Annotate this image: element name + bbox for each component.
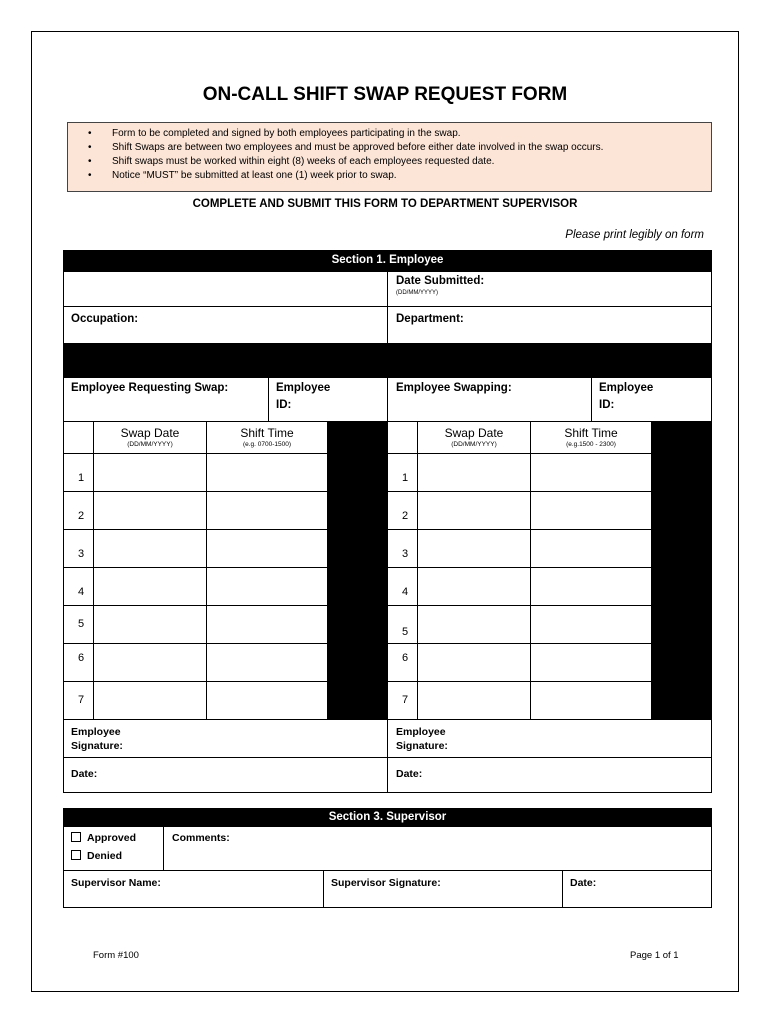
- employee-id-label: ID:: [599, 399, 615, 411]
- swap-date-input[interactable]: [93, 681, 207, 720]
- notice-item: • Shift swaps must be worked within eight (8) weeks of each employees requested date.: [108, 155, 711, 169]
- row-number: 6: [402, 652, 409, 664]
- shift-time-header: [530, 421, 652, 454]
- shift-time-input[interactable]: [206, 567, 328, 606]
- swapping-employee-label: Employee Swapping:: [396, 382, 512, 394]
- signature-label: Employee: [396, 726, 446, 738]
- shift-time-example: (e.g. 0700-1500): [242, 441, 292, 448]
- instructions-box: [67, 122, 712, 192]
- row-number-cell: [63, 605, 94, 644]
- occupation-label: Occupation:: [71, 313, 139, 325]
- section1-header-bar: [63, 250, 712, 271]
- swap-date-input[interactable]: [417, 643, 531, 682]
- shift-time-example: (e.g.1500 - 2300): [566, 441, 616, 448]
- department-label: Department:: [396, 313, 464, 325]
- supervisor-signature-label: Supervisor Signature:: [331, 877, 441, 889]
- shift-time-input[interactable]: [206, 529, 328, 568]
- date-label: Date:: [396, 768, 423, 780]
- signature-label: Signature:: [71, 740, 123, 752]
- row-number: 3: [402, 548, 409, 560]
- employee-id-label: Employee: [599, 382, 654, 394]
- row-number-cell: [387, 529, 418, 568]
- swapping-employee-id-field[interactable]: [591, 377, 712, 422]
- shift-time-input[interactable]: [206, 605, 328, 644]
- row-number-cell: [63, 491, 94, 530]
- shift-time-input[interactable]: [530, 681, 652, 720]
- section1-header: Section 1. Employee: [331, 254, 444, 266]
- shift-time-input[interactable]: [206, 643, 328, 682]
- signature-label: Signature:: [396, 740, 448, 752]
- requesting-employee-label: Employee Requesting Swap:: [71, 382, 229, 394]
- section3-header-bar: [63, 808, 712, 827]
- row-number-header: [387, 421, 418, 454]
- requesting-employee-id-field[interactable]: [268, 377, 388, 422]
- swap-date-format: (DD/MM/YYYY): [451, 441, 497, 448]
- row-number: 1: [78, 472, 85, 484]
- swap-date-title: Swap Date: [120, 426, 180, 440]
- date-submitted-label: Date Submitted:: [396, 275, 485, 287]
- row-number: 2: [78, 510, 85, 522]
- approved-option[interactable]: [71, 832, 136, 844]
- swap-date-input[interactable]: [93, 567, 207, 606]
- shift-time-input[interactable]: [530, 567, 652, 606]
- swap-date-input[interactable]: [417, 567, 531, 606]
- supervisor-name-label: Supervisor Name:: [71, 877, 161, 889]
- supervisor-date-label: Date:: [570, 877, 597, 889]
- date-submitted-field[interactable]: [387, 271, 712, 307]
- shift-time-input[interactable]: [530, 529, 652, 568]
- swap-date-input[interactable]: [417, 605, 531, 644]
- row-number: 4: [402, 586, 409, 598]
- approved-checkbox[interactable]: [71, 832, 81, 842]
- denied-label: Denied: [87, 850, 123, 862]
- row-number-cell: [387, 643, 418, 682]
- shift-time-input[interactable]: [530, 453, 652, 492]
- shift-time-title: Shift Time: [564, 426, 618, 440]
- shift-time-title: Shift Time: [240, 426, 294, 440]
- date-field[interactable]: [387, 757, 712, 793]
- supervisor-date-field[interactable]: [562, 870, 712, 908]
- row-number-cell: [63, 453, 94, 492]
- notice-item: • Form to be completed and signed by both employees participating in the swap.: [108, 127, 711, 141]
- row-number-cell: [387, 605, 418, 644]
- occupation-field[interactable]: [63, 306, 388, 344]
- swap-date-header: [417, 421, 531, 454]
- blacked-out-column: [327, 421, 388, 720]
- date-label: Date:: [71, 768, 98, 780]
- notice-item: • Shift Swaps are between two employees and must be approved before either date involved in the swap occurs.: [108, 141, 711, 155]
- row-number-cell: [63, 643, 94, 682]
- shift-time-input[interactable]: [530, 643, 652, 682]
- form-title: ON-CALL SHIFT SWAP REQUEST FORM: [202, 84, 568, 105]
- row-number-cell: [387, 567, 418, 606]
- row-number: 3: [78, 548, 85, 560]
- row-number: 6: [78, 652, 85, 664]
- supervisor-signature-field[interactable]: [323, 870, 563, 908]
- swap-date-input[interactable]: [93, 453, 207, 492]
- row-number: 1: [402, 472, 409, 484]
- requesting-employee-field[interactable]: [63, 377, 269, 422]
- section3-header: Section 3. Supervisor: [328, 811, 447, 823]
- shift-time-header: [206, 421, 328, 454]
- employee-signature-field[interactable]: [387, 719, 712, 758]
- denied-option[interactable]: [71, 850, 122, 862]
- shift-time-input[interactable]: [206, 491, 328, 530]
- swap-date-title: Swap Date: [444, 426, 504, 440]
- row-number-cell: [387, 453, 418, 492]
- row-number: 7: [78, 694, 85, 706]
- swap-date-input[interactable]: [93, 643, 207, 682]
- swap-date-input[interactable]: [417, 529, 531, 568]
- row-number: 5: [402, 626, 409, 638]
- row-number-cell: [387, 491, 418, 530]
- decision-cell: [63, 826, 164, 871]
- denied-checkbox[interactable]: [71, 850, 81, 860]
- swap-date-header: [93, 421, 207, 454]
- comments-field[interactable]: [163, 826, 712, 871]
- supervisor-name-field[interactable]: [63, 870, 324, 908]
- row-number-cell: [63, 529, 94, 568]
- blank-cell[interactable]: [63, 271, 388, 307]
- date-format-hint: (DD/MM/YYYY): [396, 290, 438, 296]
- section2-header-bar: [63, 344, 712, 378]
- shift-time-input[interactable]: [206, 681, 328, 720]
- blacked-out-column: [651, 421, 712, 720]
- swap-date-input[interactable]: [93, 605, 207, 644]
- row-number: 7: [402, 694, 409, 706]
- swapping-employee-field[interactable]: [387, 377, 592, 422]
- swap-date-input[interactable]: [93, 491, 207, 530]
- swap-date-format: (DD/MM/YYYY): [127, 441, 173, 448]
- swap-date-input[interactable]: [93, 529, 207, 568]
- page-number: Page 1 of 1: [630, 950, 679, 961]
- submit-instruction: COMPLETE AND SUBMIT THIS FORM TO DEPARTMENT SUPERVISOR: [192, 198, 578, 210]
- row-number: 4: [78, 586, 85, 598]
- shift-time-input[interactable]: [206, 453, 328, 492]
- employee-id-label: ID:: [276, 399, 292, 411]
- row-number-cell: [387, 681, 418, 720]
- approved-label: Approved: [87, 832, 137, 844]
- notice-item: • Notice “MUST” be submitted at least one (1) week prior to swap.: [108, 169, 711, 183]
- swap-date-input[interactable]: [417, 491, 531, 530]
- employee-id-label: Employee: [276, 382, 331, 394]
- signature-label: Employee: [71, 726, 121, 738]
- swap-date-input[interactable]: [417, 453, 531, 492]
- row-number-cell: [63, 681, 94, 720]
- form-number: Form #100: [93, 950, 139, 961]
- comments-label: Comments:: [172, 832, 230, 844]
- row-number-header: [63, 421, 94, 454]
- row-number: 2: [402, 510, 409, 522]
- swap-date-input[interactable]: [417, 681, 531, 720]
- shift-time-input[interactable]: [530, 491, 652, 530]
- employee-signature-field[interactable]: [63, 719, 388, 758]
- shift-time-input[interactable]: [530, 605, 652, 644]
- print-note: Please print legibly on form: [565, 229, 704, 241]
- row-number: 5: [78, 618, 85, 630]
- row-number-cell: [63, 567, 94, 606]
- date-field[interactable]: [63, 757, 388, 793]
- department-field[interactable]: [387, 306, 712, 344]
